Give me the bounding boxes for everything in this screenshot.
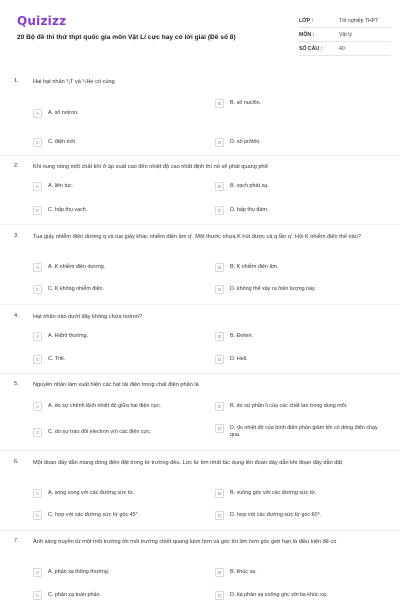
option-letter-badge: B: [215, 99, 224, 108]
option-c[interactable]: [33, 429, 198, 437]
question-text: Khi nung nóng một chất khí ở áp suất cao đến nhiệt độ cao nhất định thì nó sẽ phát quang phổ: [33, 164, 268, 170]
option-a[interactable]: [33, 569, 198, 577]
option-letter-badge: C: [33, 591, 42, 600]
question-text: Một đoạn dây dẫn mang dòng điện đặt trong từ trường đều. Lực từ lớn nhất tác dụng lên đoạn dây dẫn khi đoạn dây dẫn đặt: [33, 460, 343, 466]
option-text: C. điện tích.: [48, 139, 77, 145]
option-text: A. do sự chênh lệch nhiệt độ giữa hai điện cực.: [48, 403, 162, 409]
option-b[interactable]: [215, 100, 380, 108]
option-letter-badge: D: [215, 424, 224, 433]
question-text: Hai hạt nhân ³₁T và ³₂He có cùng: [33, 79, 115, 85]
option-c[interactable]: [33, 286, 198, 294]
quizizz-logo: Quizizz: [17, 14, 67, 28]
option-text: B. số nuclôn.: [230, 100, 262, 106]
option-letter-badge: C: [33, 511, 42, 520]
option-text: C. K không nhiễm điện.: [48, 286, 105, 292]
option-a[interactable]: [33, 264, 198, 272]
option-letter-badge: A: [33, 489, 42, 498]
option-letter-badge: B: [215, 489, 224, 498]
option-text: A. K nhiễm điện dương.: [48, 264, 106, 270]
option-letter-badge: A: [33, 182, 42, 191]
option-letter-badge: C: [33, 285, 42, 294]
option-b[interactable]: [215, 403, 380, 411]
option-text: D. hợp với các đường sức từ góc 60°.: [230, 512, 322, 518]
option-text: C. hợp với các đường sức từ góc 45°.: [48, 512, 140, 518]
option-letter-badge: A: [33, 568, 42, 577]
option-letter-badge: A: [33, 402, 42, 411]
question-number: 7.: [14, 538, 19, 544]
option-letter-badge: B: [215, 263, 224, 272]
question-text: Ánh sáng truyền từ một môi trường tới môi trường chiết quang kém hơn và góc tới lớn hơn góc giới hạn là điều kiện để có: [33, 539, 337, 545]
option-letter-badge: D: [215, 138, 224, 147]
option-d[interactable]: [215, 207, 380, 215]
option-letter-badge: A: [33, 109, 42, 118]
option-c[interactable]: [33, 356, 198, 364]
meta-row-count: [299, 42, 391, 56]
option-b[interactable]: [215, 569, 380, 577]
worksheet-meta: [299, 14, 391, 56]
option-letter-badge: B: [215, 568, 224, 577]
option-d[interactable]: [215, 139, 380, 147]
option-text: D. số prôtôn.: [230, 139, 261, 145]
option-a[interactable]: [33, 183, 198, 191]
question-number: 3.: [14, 233, 19, 239]
worksheet-title: 20 Bộ đề thi thử thpt quốc gia môn Vật Lí cực hay có lời giải (Đề số 8): [17, 34, 236, 41]
option-text: B. khúc xạ.: [230, 569, 257, 575]
option-letter-badge: D: [215, 285, 224, 294]
option-c[interactable]: [33, 592, 198, 600]
option-d[interactable]: [215, 286, 380, 294]
option-letter-badge: D: [215, 511, 224, 520]
option-text: B. vạch phát xạ.: [230, 183, 269, 189]
divider: [0, 224, 400, 225]
option-text: A. phản xạ thông thường.: [48, 569, 110, 575]
option-letter-badge: C: [33, 355, 42, 364]
option-letter-badge: B: [215, 402, 224, 411]
option-text: B. do sự phân li của các chất tan trong dung môi.: [230, 403, 348, 409]
option-letter-badge: B: [215, 182, 224, 191]
divider: [0, 304, 400, 305]
meta-key: MÔN :: [299, 31, 315, 38]
option-d[interactable]: [215, 425, 380, 439]
option-text: B. Đơteri.: [230, 333, 254, 339]
option-letter-badge: C: [33, 206, 42, 215]
option-letter-badge: D: [215, 591, 224, 600]
option-text: D. hấp thụ đám.: [230, 207, 269, 213]
option-b[interactable]: [215, 333, 380, 341]
question-text: Nguyên nhân làm xuất hiện các hạt tải điện trong chất điện phân là: [33, 382, 199, 388]
divider: [0, 155, 400, 156]
option-text: C. phản xạ toàn phần.: [48, 592, 102, 598]
meta-row-class: [299, 14, 391, 28]
option-a[interactable]: [33, 110, 198, 118]
option-c[interactable]: [33, 207, 198, 215]
question-number: 2.: [14, 163, 19, 169]
question-number: 1.: [14, 78, 19, 84]
option-text: C. do sự trao đổi electron với các điện cực.: [48, 429, 152, 435]
option-letter-badge: D: [215, 206, 224, 215]
question-number: 6.: [14, 459, 19, 465]
option-b[interactable]: [215, 183, 380, 191]
option-b[interactable]: [215, 490, 380, 498]
option-letter-badge: C: [33, 428, 42, 437]
meta-row-subject: [299, 28, 391, 42]
divider: [0, 373, 400, 374]
question-number: 5.: [14, 381, 19, 387]
option-text: A. Hiđrô thường.: [48, 333, 89, 339]
option-text: B. K nhiễm điện âm.: [230, 264, 279, 270]
meta-key: SỐ CÂU :: [299, 45, 323, 52]
meta-value: Vật lý: [339, 31, 352, 38]
option-d[interactable]: [215, 512, 380, 520]
meta-key: LỚP :: [299, 17, 314, 24]
option-letter-badge: B: [215, 332, 224, 341]
option-d[interactable]: [215, 356, 380, 364]
option-text: C. Triti.: [48, 356, 66, 362]
option-c[interactable]: [33, 512, 198, 520]
meta-value: 40: [339, 45, 345, 52]
worksheet-header: [0, 0, 400, 66]
divider: [0, 530, 400, 531]
option-letter-badge: A: [33, 263, 42, 272]
meta-value: Tốt nghiệp THPT: [339, 17, 379, 24]
option-text: A. song song với các đường sức từ.: [48, 490, 135, 496]
option-text: D. không thể xảy ra hiện tượng này.: [230, 286, 316, 292]
option-letter-badge: A: [33, 332, 42, 341]
question-text: Hạt nhân nào dưới đây không chứa notron?: [33, 314, 143, 320]
option-text: D. Heli.: [230, 356, 248, 362]
option-text: D. tia phản xạ vuông góc với tia khúc xạ.: [230, 592, 328, 598]
option-text: D. do nhiệt độ của bình điện phân giảm khi có dòng điện chạy qua.: [230, 425, 378, 438]
option-a[interactable]: [33, 333, 198, 341]
question-text: Tua giấy nhiễm điện dương q và tua giấy khác nhiễm điện âm q'. Một thước nhựa K hút được cả q lẫn q'. Hỏi K nhiễm điện thế nào?: [33, 234, 361, 240]
option-d[interactable]: [215, 592, 380, 600]
option-letter-badge: D: [215, 355, 224, 364]
divider: [0, 450, 400, 451]
option-letter-badge: C: [33, 138, 42, 147]
option-b[interactable]: [215, 264, 380, 272]
option-text: A. số notron.: [48, 110, 79, 116]
question-number: 4.: [14, 313, 19, 319]
option-text: A. liên tục.: [48, 183, 74, 189]
option-c[interactable]: [33, 139, 198, 147]
option-a[interactable]: [33, 490, 198, 498]
option-text: C. hấp thụ vạch.: [48, 207, 88, 213]
option-a[interactable]: [33, 403, 198, 411]
option-text: B. vuông góc với các đường sức từ.: [230, 490, 317, 496]
